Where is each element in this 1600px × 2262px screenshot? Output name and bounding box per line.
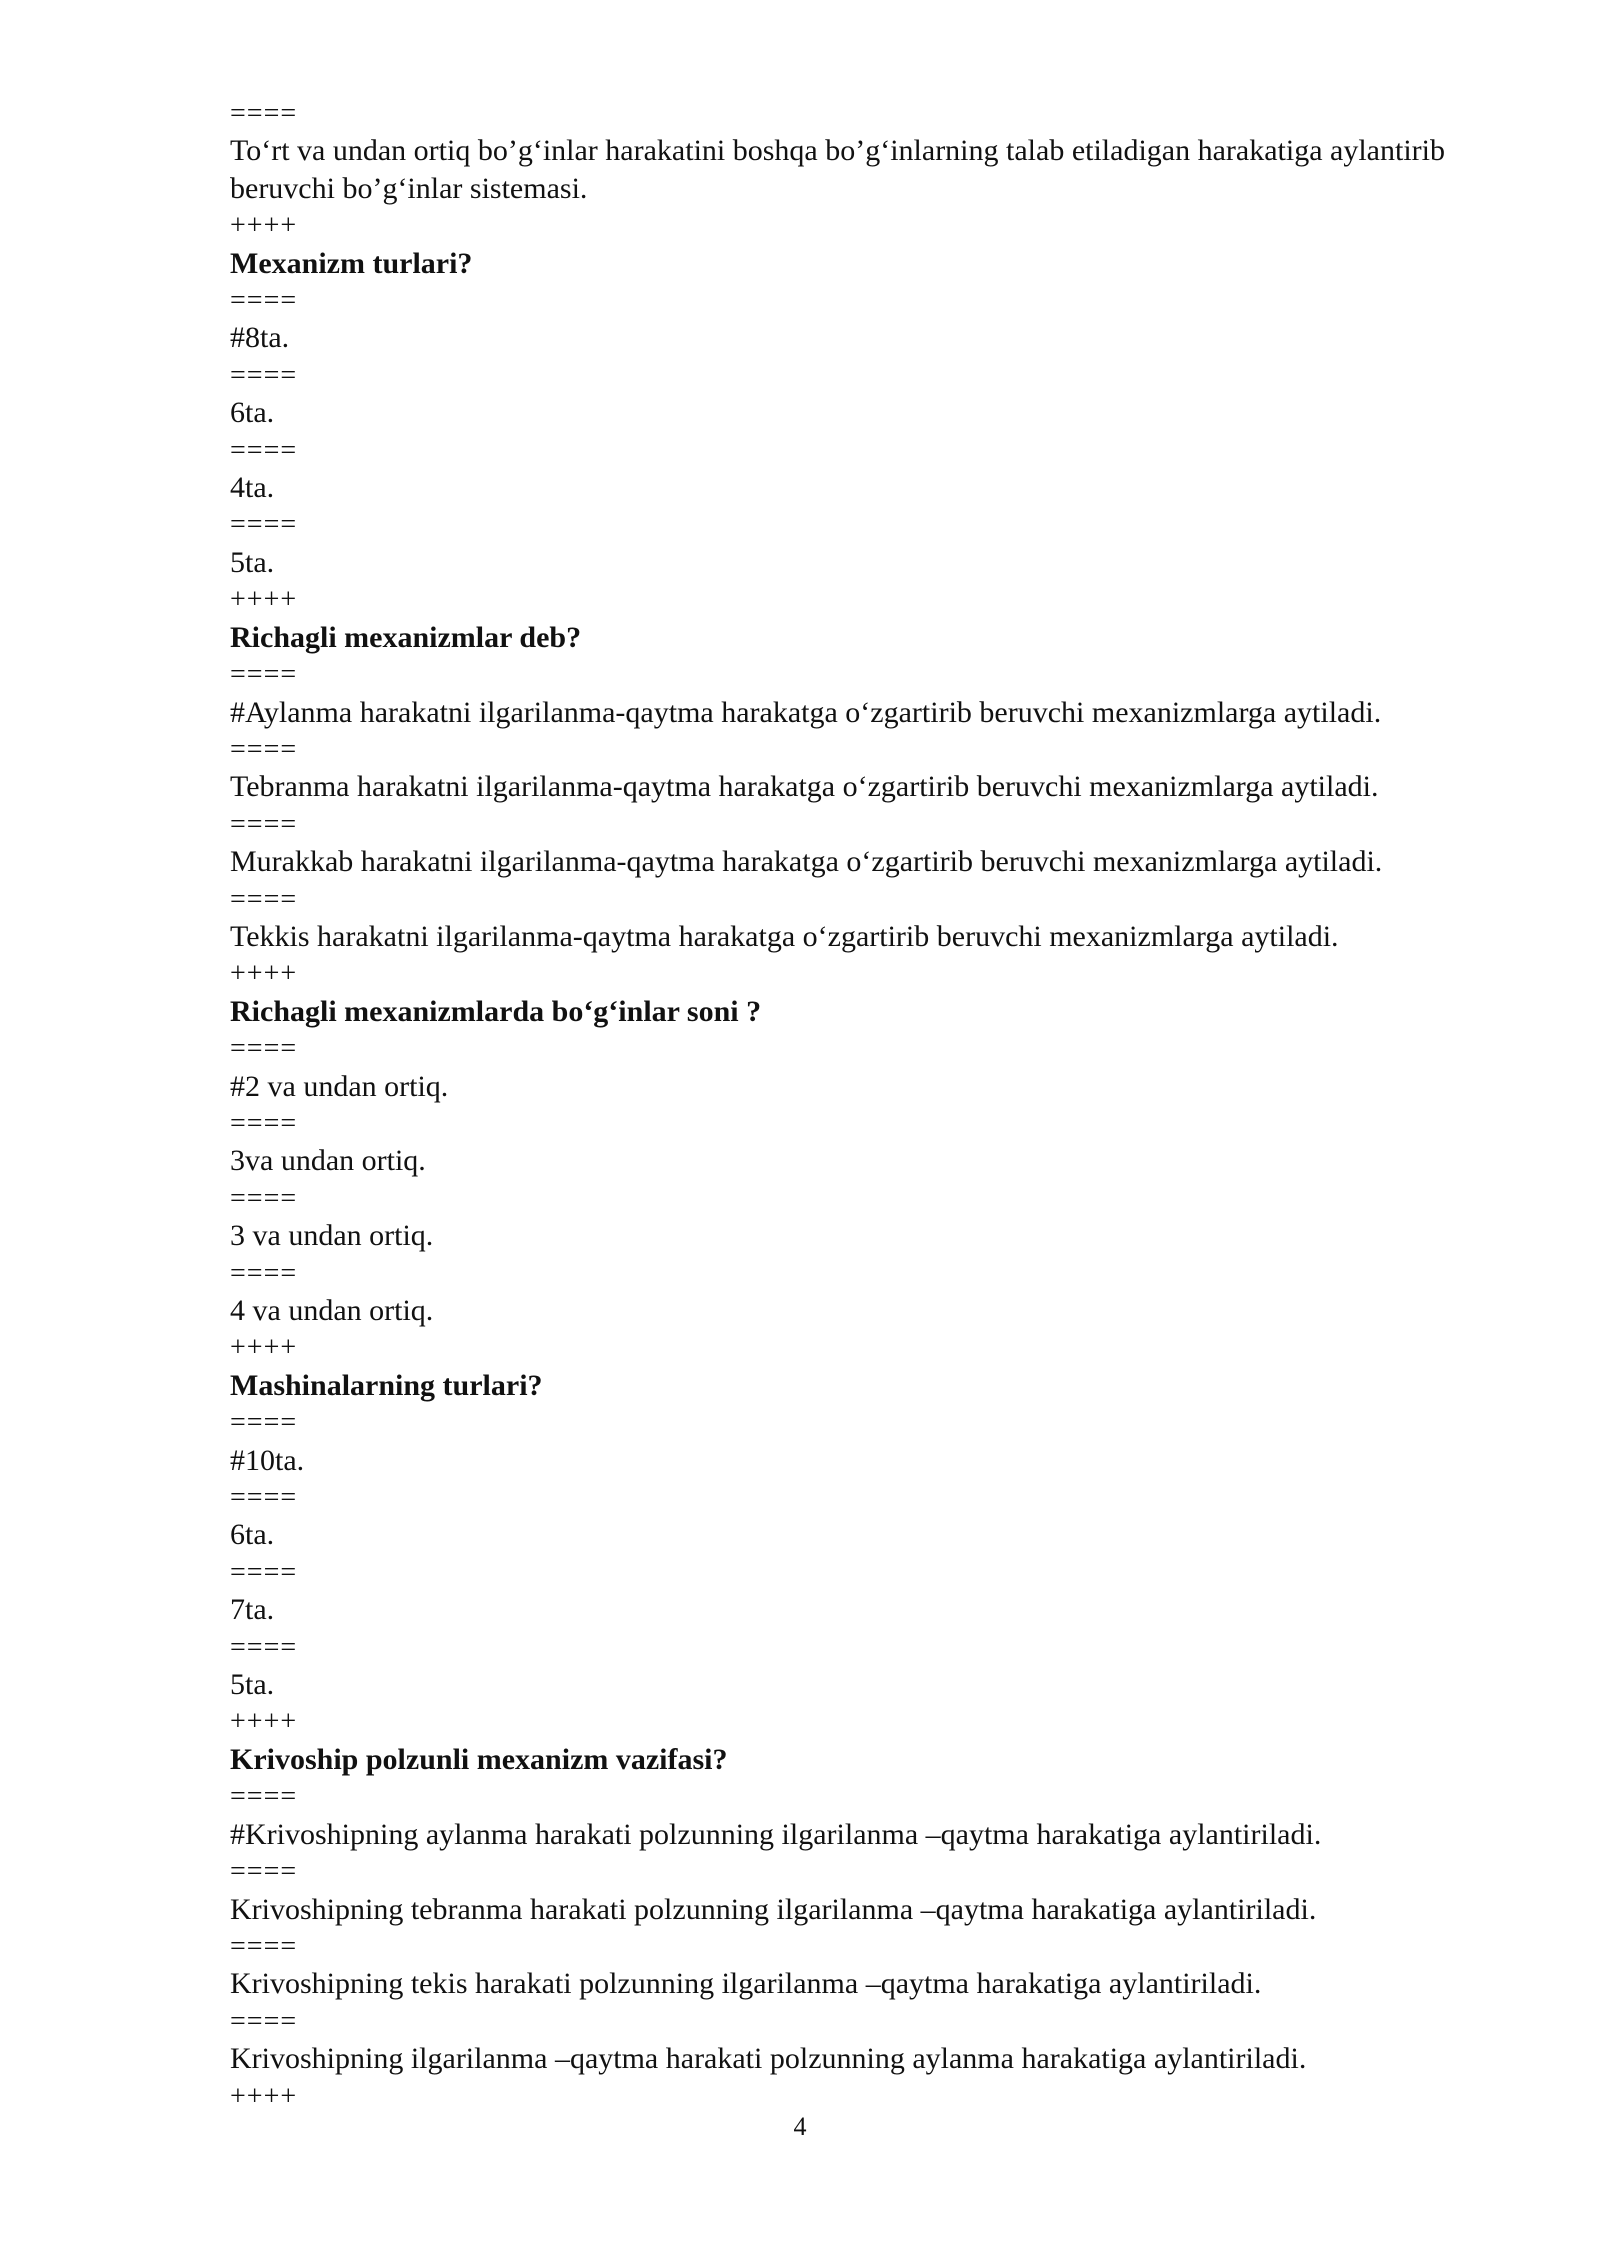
separator: ==== bbox=[230, 1182, 298, 1214]
answer-option: Krivoshipning tekis harakati polzunning ilgarilanma –qaytma harakatiga aylantiriladi. bbox=[230, 1967, 1262, 2001]
answer-option: Tebranma harakatni ilgarilanma-qaytma harakatga o‘zgartirib beruvchi mexanizmlarga aytiladi. bbox=[230, 770, 1379, 804]
answer-option: 6ta. bbox=[230, 1518, 275, 1552]
separator: ==== bbox=[230, 98, 298, 129]
page-number: 4 bbox=[793, 2112, 807, 2141]
answer-option: 3 va undan ortiq. bbox=[230, 1219, 434, 1253]
question-text: Richagli mexanizmlarda bo‘g‘inlar soni ? bbox=[230, 994, 762, 1028]
answer-option: Krivoshipning tebranma harakati polzunning ilgarilanma –qaytma harakatiga aylantiriladi. bbox=[230, 1892, 1317, 1926]
separator: ==== bbox=[230, 359, 298, 391]
answer-option: #Aylanma harakatni ilgarilanma-qaytma harakatga o‘zgartirib beruvchi mexanizmlarga aytiladi. bbox=[230, 695, 1382, 729]
answer-option: #8ta. bbox=[230, 321, 290, 355]
separator: ==== bbox=[230, 1482, 298, 1514]
separator: ==== bbox=[230, 659, 298, 691]
separator: ==== bbox=[230, 1556, 298, 1588]
separator: ==== bbox=[230, 733, 298, 765]
separator: ==== bbox=[230, 285, 298, 317]
question-end-marker: ++++ bbox=[230, 1332, 298, 1364]
answer-option: Murakkab harakatni ilgarilanma-qaytma harakatga o‘zgartirib beruvchi mexanizmlarga aytiladi. bbox=[230, 845, 1383, 879]
separator: ==== bbox=[230, 1257, 298, 1289]
question-text: Richagli mexanizmlar deb? bbox=[230, 620, 582, 654]
separator: ==== bbox=[230, 1033, 298, 1065]
answer-option: #10ta. bbox=[230, 1443, 305, 1477]
separator: ==== bbox=[230, 1930, 298, 1962]
answer-option: 7ta. bbox=[230, 1593, 275, 1627]
answer-option: Krivoshipning ilgarilanma –qaytma harakati polzunning aylanma harakatiga aylantiriladi. bbox=[230, 2042, 1307, 2076]
answer-option: #Krivoshipning aylanma harakati polzunning ilgarilanma –qaytma harakatiga aylantiriladi. bbox=[230, 1817, 1322, 1851]
answer-option: 6ta. bbox=[230, 396, 275, 430]
separator: ==== bbox=[230, 434, 298, 466]
question-end-marker: ++++ bbox=[230, 210, 298, 242]
document-content bbox=[230, 95, 1530, 2115]
separator: ==== bbox=[230, 808, 298, 840]
separator: ==== bbox=[230, 2005, 298, 2037]
answer-option: 5ta. bbox=[230, 1668, 275, 1702]
question-text: Mexanizm turlari? bbox=[230, 246, 473, 280]
answer-option: 3va undan ortiq. bbox=[230, 1144, 426, 1178]
separator: ==== bbox=[230, 509, 298, 541]
answer-option: 4ta. bbox=[230, 471, 275, 505]
question-text: Mashinalarning turlari? bbox=[230, 1368, 543, 1402]
answer-option: #2 va undan ortiq. bbox=[230, 1069, 449, 1103]
question-end-marker: ++++ bbox=[230, 2080, 298, 2112]
answer-option: 4 va undan ortiq. bbox=[230, 1294, 434, 1327]
separator: ==== bbox=[230, 1407, 298, 1439]
separator: ==== bbox=[230, 1631, 298, 1663]
question-end-marker: ++++ bbox=[230, 958, 298, 990]
separator: ==== bbox=[230, 1781, 298, 1813]
answer-option: 5ta. bbox=[230, 545, 275, 579]
separator: ==== bbox=[230, 1856, 298, 1888]
question-text: Krivoship polzunli mexanizm vazifasi? bbox=[230, 1742, 728, 1776]
separator: ==== bbox=[230, 883, 298, 915]
answer-text: To‘rt va undan ortiq bo’g‘inlar harakatini boshqa bo’g‘inlarning talab etiladigan harakatiga aylantirib beruvchi bo’g‘inlar sistemasi. bbox=[230, 134, 1445, 205]
question-end-marker: ++++ bbox=[230, 1706, 298, 1738]
question-end-marker: ++++ bbox=[230, 584, 298, 616]
separator: ==== bbox=[230, 1107, 298, 1139]
answer-option: Tekkis harakatni ilgarilanma-qaytma harakatga o‘zgartirib beruvchi mexanizmlarga aytiladi. bbox=[230, 919, 1339, 953]
